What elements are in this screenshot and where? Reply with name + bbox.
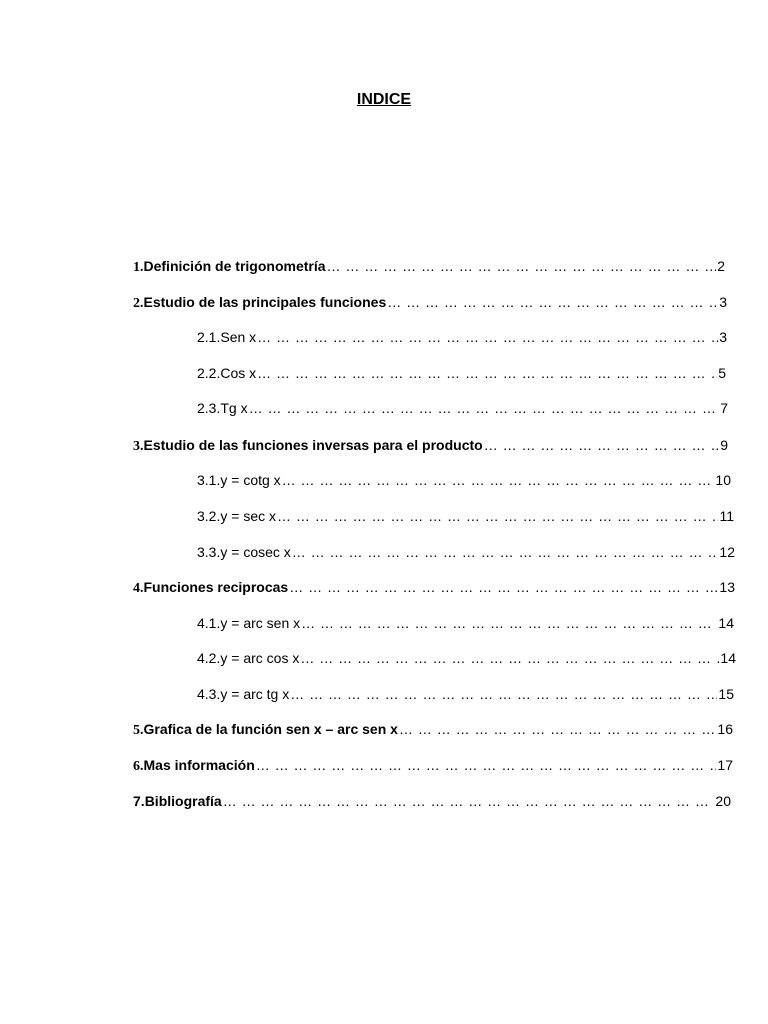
toc-entry-title: Estudio de las principales funciones <box>143 294 387 310</box>
toc-entry-number: 1. <box>133 260 144 275</box>
toc-entry-title: Estudio de las funciones inversas para el producto <box>143 437 483 453</box>
toc-entry-number: 4.1. <box>197 615 221 631</box>
toc-entry-number: 2.1. <box>197 329 221 345</box>
toc-entry-7 <box>133 793 731 809</box>
toc-entry-title: Definición de trigonometría <box>143 258 326 274</box>
toc-leader <box>282 472 715 488</box>
toc-entry-page: 5 <box>718 365 726 381</box>
toc-entry-number: 4. <box>133 581 144 596</box>
toc-entry-number: 2.2. <box>197 365 221 381</box>
toc-entry-3-1 <box>197 472 731 488</box>
toc-entry-number: 2.3. <box>197 400 221 416</box>
toc-entry-page: 11 <box>719 508 734 524</box>
toc-leader <box>327 258 717 274</box>
toc-leader <box>257 365 717 381</box>
toc-entry-5 <box>133 721 733 739</box>
toc-entry-title: Sen x <box>220 329 257 345</box>
toc-entry-4-3 <box>197 686 734 702</box>
toc-entry-title: y = cosec x <box>220 544 291 560</box>
toc-entry-3-2 <box>197 508 734 524</box>
toc-entry-page: 9 <box>720 437 728 453</box>
toc-entry-2-3 <box>197 400 728 416</box>
toc-entry-title: Cos x <box>220 365 257 381</box>
toc-entry-title: y = cotg x <box>220 472 281 488</box>
toc-entry-title: Mas información <box>143 757 255 773</box>
toc-entry-title: y = sec x <box>220 508 276 524</box>
toc-entry-page: 13 <box>719 579 735 595</box>
toc-entry-2-1 <box>197 329 727 345</box>
page-title: INDICE <box>356 91 412 108</box>
toc-leader <box>387 294 718 310</box>
toc-leader <box>249 400 720 416</box>
toc-entry-3 <box>133 437 728 455</box>
toc-entry-number: 6. <box>133 759 144 774</box>
toc-leader <box>289 579 718 595</box>
toc-entry-page: 14 <box>718 615 734 631</box>
toc-entry-title: y = arc cos x <box>220 650 300 666</box>
toc-entry-2-2 <box>197 365 726 381</box>
toc-entry-6 <box>133 757 733 775</box>
toc-entry-title: Bibliografía <box>144 793 222 809</box>
toc-entry-page: 12 <box>719 544 735 560</box>
toc-entry-number: 3.3. <box>197 544 221 560</box>
toc-leader <box>290 686 717 702</box>
toc-entry-1 <box>133 258 725 276</box>
toc-entry-number: 2. <box>133 296 144 311</box>
toc-leader <box>484 437 720 453</box>
toc-entry-title: Funciones reciprocas <box>143 579 289 595</box>
toc-entry-number: 3.2. <box>197 508 221 524</box>
toc-entry-4-2 <box>197 650 736 666</box>
toc-entry-title: Grafica de la función sen x – arc sen x <box>143 721 398 737</box>
toc-entry-title: y = arc tg x <box>220 686 290 702</box>
toc-entry-page: 10 <box>715 472 731 488</box>
toc-entry-title: y = arc sen x <box>220 615 301 631</box>
toc-entry-page: 7 <box>720 400 728 416</box>
toc-leader <box>223 793 715 809</box>
toc-entry-3-3 <box>197 544 735 560</box>
toc-entry-number: 3. <box>133 439 144 454</box>
toc-entry-page: 2 <box>717 258 725 274</box>
toc-entry-page: 14 <box>720 650 736 666</box>
toc-leader <box>399 721 716 737</box>
toc-leader <box>292 544 719 560</box>
toc-entry-2 <box>133 294 727 312</box>
toc-entry-4-1 <box>197 615 734 631</box>
toc-entry-page: 15 <box>718 686 734 702</box>
toc-leader <box>300 650 719 666</box>
toc-leader <box>256 757 717 773</box>
toc-leader <box>301 615 717 631</box>
toc-entry-number: 7. <box>133 793 145 809</box>
toc-entry-page: 20 <box>715 793 731 809</box>
toc-entry-page: 3 <box>719 294 727 310</box>
toc-leader <box>277 508 718 524</box>
toc-entry-number: 4.2. <box>197 650 221 666</box>
toc-entry-page: 16 <box>717 721 733 737</box>
toc-entry-4 <box>133 579 735 597</box>
toc-entry-page: 3 <box>719 329 727 345</box>
toc-leader <box>257 329 718 345</box>
toc-entry-title: Tg x <box>220 400 248 416</box>
toc-entry-number: 4.3. <box>197 686 221 702</box>
toc-entry-number: 5. <box>133 723 144 738</box>
toc-entry-number: 3.1. <box>197 472 221 488</box>
toc-entry-page: 17 <box>717 757 733 773</box>
